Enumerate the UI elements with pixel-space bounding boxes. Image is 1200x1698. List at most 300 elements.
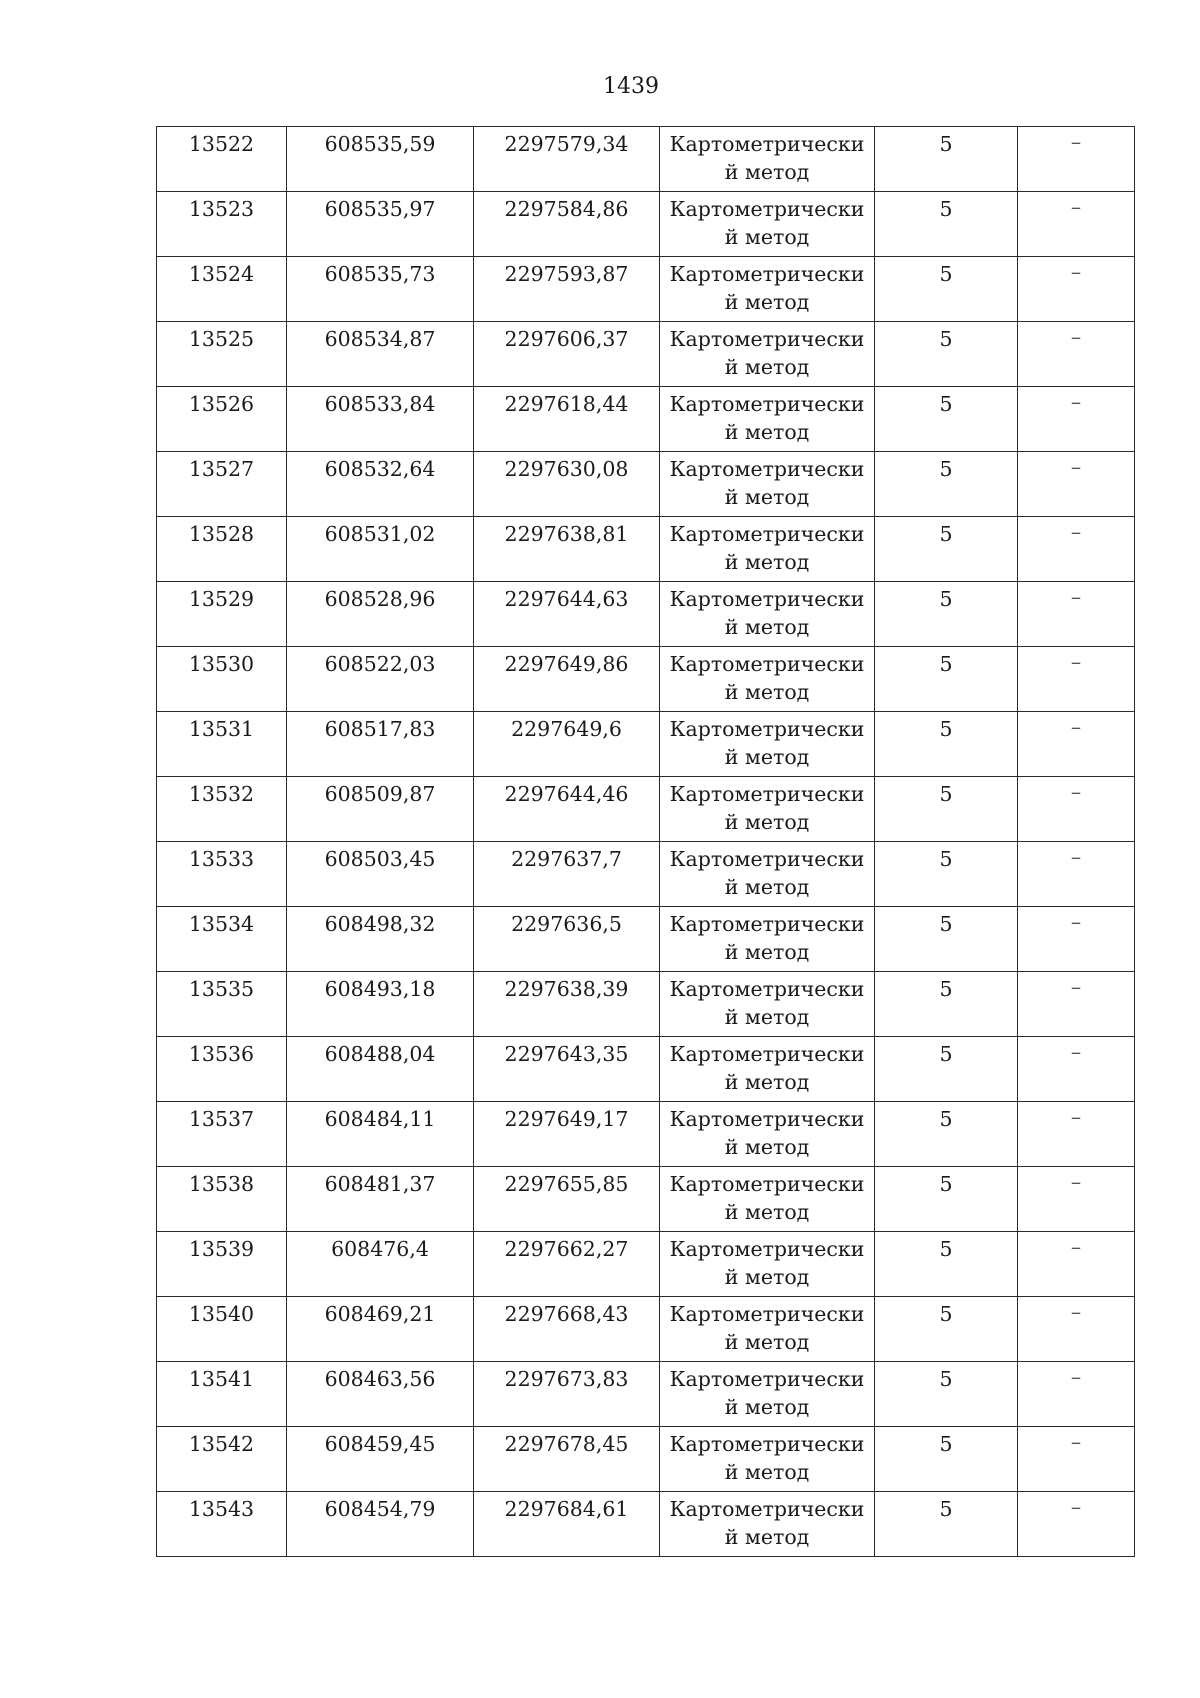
accuracy: 5 [939, 782, 953, 806]
note-cell [1018, 1362, 1135, 1427]
method-line: Картометрически [669, 1497, 865, 1521]
accuracy-cell [875, 1492, 1018, 1557]
note-cell [1018, 712, 1135, 777]
coordinate-x-cell [287, 1427, 474, 1492]
method-line: Картометрически [669, 782, 865, 806]
method-text [660, 1037, 874, 1096]
method-line: Картометрически [669, 977, 865, 1001]
coordinate-x: 608469,21 [324, 1302, 436, 1326]
note: – [1070, 1170, 1082, 1194]
coordinate-y: 2297684,61 [504, 1497, 629, 1521]
method-cell [660, 1102, 875, 1167]
method-text [660, 517, 874, 576]
method-line: Картометрически [669, 1237, 865, 1261]
method-line: Картометрически [669, 392, 865, 416]
method-text [660, 1362, 874, 1421]
coordinate-x-cell [287, 1362, 474, 1427]
coordinate-y-cell [474, 387, 660, 452]
coordinate-y-cell [474, 517, 660, 582]
coordinate-x: 608533,84 [324, 392, 436, 416]
method-cell [660, 257, 875, 322]
coordinate-y-cell [474, 192, 660, 257]
coordinate-x-cell [287, 1167, 474, 1232]
coordinate-x-cell [287, 322, 474, 387]
coordinate-x-cell [287, 842, 474, 907]
method-line: й метод [724, 940, 810, 964]
note-cell [1018, 1297, 1135, 1362]
coordinate-x: 608531,02 [324, 522, 436, 546]
method-text [660, 1297, 874, 1356]
point-number-cell [157, 712, 287, 777]
coordinate-x: 608484,11 [324, 1107, 436, 1131]
method-cell [660, 517, 875, 582]
method-line: Картометрически [669, 197, 865, 221]
coordinates-table [156, 126, 1135, 1557]
method-line: й метод [724, 1005, 810, 1029]
note: – [1070, 1300, 1082, 1324]
point-number-cell [157, 777, 287, 842]
accuracy: 5 [939, 1042, 953, 1066]
method-line: й метод [724, 1200, 810, 1224]
method-line: й метод [724, 225, 810, 249]
note-cell [1018, 192, 1135, 257]
note-cell [1018, 907, 1135, 972]
point-number-cell [157, 972, 287, 1037]
method-line: Картометрически [669, 262, 865, 286]
note: – [1070, 390, 1082, 414]
note: – [1070, 520, 1082, 544]
accuracy: 5 [939, 652, 953, 676]
point-number: 13522 [188, 132, 255, 156]
method-text [660, 322, 874, 381]
point-number: 13527 [188, 457, 255, 481]
point-number-cell [157, 842, 287, 907]
accuracy: 5 [939, 1172, 953, 1196]
page-number: 1439 [603, 74, 659, 99]
coordinate-x: 608517,83 [324, 717, 436, 741]
method-line: Картометрически [669, 587, 865, 611]
method-cell [660, 777, 875, 842]
method-line: й метод [724, 290, 810, 314]
note-cell [1018, 972, 1135, 1037]
coordinate-y-cell [474, 582, 660, 647]
point-number-cell [157, 517, 287, 582]
note-cell [1018, 1232, 1135, 1297]
accuracy-cell [875, 1232, 1018, 1297]
note: – [1070, 325, 1082, 349]
table-row [157, 842, 1135, 907]
method-line: й метод [724, 1460, 810, 1484]
accuracy-cell [875, 777, 1018, 842]
accuracy: 5 [939, 132, 953, 156]
method-line: й метод [724, 745, 810, 769]
coordinate-y-cell [474, 972, 660, 1037]
accuracy-cell [875, 1102, 1018, 1167]
coordinate-y-cell [474, 1232, 660, 1297]
coordinate-y: 2297649,17 [504, 1107, 629, 1131]
coordinate-x-cell [287, 1492, 474, 1557]
coordinate-y-cell [474, 842, 660, 907]
method-text [660, 1102, 874, 1161]
accuracy: 5 [939, 522, 953, 546]
accuracy-cell [875, 322, 1018, 387]
table-row [157, 127, 1135, 192]
table-row [157, 1102, 1135, 1167]
note-cell [1018, 777, 1135, 842]
coordinate-y: 2297644,63 [504, 587, 629, 611]
accuracy-cell [875, 1037, 1018, 1102]
accuracy: 5 [939, 262, 953, 286]
coordinate-x-cell [287, 907, 474, 972]
accuracy-cell [875, 127, 1018, 192]
coordinate-y-cell [474, 1102, 660, 1167]
coordinate-x: 608503,45 [324, 847, 436, 871]
coordinate-y: 2297638,81 [504, 522, 629, 546]
method-text [660, 777, 874, 836]
note-cell [1018, 1427, 1135, 1492]
method-line: й метод [724, 680, 810, 704]
coordinate-x: 608481,37 [324, 1172, 436, 1196]
method-line: Картометрически [669, 1367, 865, 1391]
table-row [157, 322, 1135, 387]
method-line: Картометрически [669, 1107, 865, 1131]
note: – [1070, 845, 1082, 869]
method-line: Картометрически [669, 1432, 865, 1456]
table-row [157, 517, 1135, 582]
table-row [157, 582, 1135, 647]
point-number-cell [157, 322, 287, 387]
point-number: 13524 [188, 262, 255, 286]
method-cell [660, 1362, 875, 1427]
coordinate-y: 2297678,45 [504, 1432, 629, 1456]
coordinate-x: 608454,79 [324, 1497, 436, 1521]
point-number: 13541 [188, 1367, 255, 1391]
note-cell [1018, 452, 1135, 517]
point-number: 13537 [188, 1107, 255, 1131]
coordinate-x-cell [287, 452, 474, 517]
note: – [1070, 130, 1082, 154]
note: – [1070, 1235, 1082, 1259]
accuracy-cell [875, 1362, 1018, 1427]
note: – [1070, 780, 1082, 804]
note-cell [1018, 387, 1135, 452]
coordinate-x: 608535,73 [324, 262, 436, 286]
method-line: й метод [724, 1330, 810, 1354]
method-line: Картометрически [669, 522, 865, 546]
coordinate-y-cell [474, 1037, 660, 1102]
note: – [1070, 585, 1082, 609]
point-number: 13533 [188, 847, 255, 871]
accuracy-cell [875, 907, 1018, 972]
table-row [157, 387, 1135, 452]
accuracy-cell [875, 842, 1018, 907]
point-number-cell [157, 582, 287, 647]
method-line: й метод [724, 875, 810, 899]
method-cell [660, 842, 875, 907]
coordinate-y: 2297655,85 [504, 1172, 629, 1196]
coordinate-x: 608528,96 [324, 587, 436, 611]
method-cell [660, 387, 875, 452]
method-line: Картометрически [669, 912, 865, 936]
point-number: 13543 [188, 1497, 255, 1521]
table-row [157, 1167, 1135, 1232]
coordinate-x-cell [287, 257, 474, 322]
method-line: й метод [724, 1395, 810, 1419]
point-number: 13529 [188, 587, 255, 611]
coordinate-x: 608476,4 [331, 1237, 429, 1261]
coordinate-x-cell [287, 387, 474, 452]
accuracy-cell [875, 1297, 1018, 1362]
note: – [1070, 455, 1082, 479]
coordinate-y-cell [474, 257, 660, 322]
table-row [157, 1297, 1135, 1362]
note: – [1070, 1365, 1082, 1389]
point-number-cell [157, 1232, 287, 1297]
coordinate-y: 2297584,86 [504, 197, 629, 221]
accuracy: 5 [939, 327, 953, 351]
note-cell [1018, 257, 1135, 322]
accuracy: 5 [939, 1302, 953, 1326]
coordinate-y-cell [474, 647, 660, 712]
note: – [1070, 1040, 1082, 1064]
accuracy-cell [875, 1427, 1018, 1492]
coordinate-x: 608459,45 [324, 1432, 436, 1456]
method-line: й метод [724, 355, 810, 379]
coordinate-y: 2297637,7 [511, 847, 622, 871]
coordinate-x-cell [287, 582, 474, 647]
point-number-cell [157, 1492, 287, 1557]
coordinate-y: 2297638,39 [504, 977, 629, 1001]
method-line: Картометрически [669, 652, 865, 676]
table-row [157, 712, 1135, 777]
coordinate-y-cell [474, 322, 660, 387]
coordinate-x: 608522,03 [324, 652, 436, 676]
method-text [660, 1427, 874, 1486]
accuracy: 5 [939, 1107, 953, 1131]
method-cell [660, 1427, 875, 1492]
coordinate-x-cell [287, 192, 474, 257]
method-line: й метод [724, 485, 810, 509]
accuracy-cell [875, 192, 1018, 257]
coordinate-y-cell [474, 907, 660, 972]
method-text [660, 712, 874, 771]
table-row [157, 192, 1135, 257]
point-number: 13523 [188, 197, 255, 221]
coordinate-x: 608535,59 [324, 132, 436, 156]
coordinate-y-cell [474, 1362, 660, 1427]
accuracy-cell [875, 387, 1018, 452]
accuracy-cell [875, 712, 1018, 777]
table-row [157, 647, 1135, 712]
table-row [157, 257, 1135, 322]
accuracy-cell [875, 1167, 1018, 1232]
method-text [660, 972, 874, 1031]
point-number-cell [157, 1362, 287, 1427]
method-line: й метод [724, 1070, 810, 1094]
accuracy-cell [875, 972, 1018, 1037]
coordinate-x-cell [287, 517, 474, 582]
point-number: 13540 [188, 1302, 255, 1326]
point-number-cell [157, 1297, 287, 1362]
coordinate-y: 2297579,34 [504, 132, 629, 156]
point-number: 13534 [188, 912, 255, 936]
method-cell [660, 1297, 875, 1362]
note-cell [1018, 842, 1135, 907]
method-line: й метод [724, 160, 810, 184]
method-cell [660, 907, 875, 972]
method-text [660, 582, 874, 641]
coordinate-y: 2297662,27 [504, 1237, 629, 1261]
coordinate-x: 608493,18 [324, 977, 436, 1001]
accuracy: 5 [939, 1497, 953, 1521]
method-text [660, 387, 874, 446]
method-cell [660, 322, 875, 387]
coordinate-y: 2297649,86 [504, 652, 629, 676]
coordinate-y-cell [474, 1427, 660, 1492]
method-line: Картометрически [669, 1042, 865, 1066]
note: – [1070, 650, 1082, 674]
accuracy: 5 [939, 457, 953, 481]
point-number: 13532 [188, 782, 255, 806]
coordinate-y: 2297673,83 [504, 1367, 629, 1391]
table-row [157, 1362, 1135, 1427]
coordinate-x-cell [287, 647, 474, 712]
accuracy-cell [875, 517, 1018, 582]
point-number: 13535 [188, 977, 255, 1001]
coordinate-x: 608463,56 [324, 1367, 436, 1391]
method-line: й метод [724, 420, 810, 444]
method-line: й метод [724, 1525, 810, 1549]
coordinate-y: 2297649,6 [511, 717, 622, 741]
note: – [1070, 1430, 1082, 1454]
point-number-cell [157, 1037, 287, 1102]
point-number-cell [157, 1427, 287, 1492]
point-number-cell [157, 192, 287, 257]
method-line: й метод [724, 615, 810, 639]
method-text [660, 452, 874, 511]
coordinate-y-cell [474, 127, 660, 192]
accuracy-cell [875, 582, 1018, 647]
accuracy-cell [875, 647, 1018, 712]
method-cell [660, 1037, 875, 1102]
point-number: 13538 [188, 1172, 255, 1196]
point-number-cell [157, 907, 287, 972]
method-text [660, 907, 874, 966]
coordinate-x-cell [287, 127, 474, 192]
point-number: 13542 [188, 1432, 255, 1456]
method-text [660, 1167, 874, 1226]
note: – [1070, 715, 1082, 739]
table-row [157, 1492, 1135, 1557]
coordinates-table-body [157, 127, 1135, 1557]
point-number: 13526 [188, 392, 255, 416]
coordinate-x-cell [287, 777, 474, 842]
accuracy: 5 [939, 847, 953, 871]
method-line: й метод [724, 1135, 810, 1159]
point-number-cell [157, 127, 287, 192]
note-cell [1018, 517, 1135, 582]
coordinate-x: 608488,04 [324, 1042, 436, 1066]
coordinate-y-cell [474, 712, 660, 777]
coordinate-x: 608535,97 [324, 197, 436, 221]
coordinate-y-cell [474, 1167, 660, 1232]
point-number: 13539 [188, 1237, 255, 1261]
method-text [660, 842, 874, 901]
coordinate-y: 2297593,87 [504, 262, 629, 286]
coordinate-y: 2297630,08 [504, 457, 629, 481]
method-line: Картометрически [669, 457, 865, 481]
coordinate-x-cell [287, 1102, 474, 1167]
coordinate-x-cell [287, 972, 474, 1037]
accuracy: 5 [939, 1432, 953, 1456]
method-line: Картометрически [669, 717, 865, 741]
point-number-cell [157, 387, 287, 452]
note: – [1070, 1495, 1082, 1519]
coordinate-y: 2297618,44 [504, 392, 629, 416]
coordinate-x-cell [287, 1232, 474, 1297]
note: – [1070, 195, 1082, 219]
method-cell [660, 1232, 875, 1297]
note-cell [1018, 322, 1135, 387]
coordinate-y: 2297636,5 [511, 912, 622, 936]
coordinate-y: 2297644,46 [504, 782, 629, 806]
table-row [157, 1232, 1135, 1297]
coordinate-x-cell [287, 1037, 474, 1102]
point-number: 13528 [188, 522, 255, 546]
coordinate-y: 2297668,43 [504, 1302, 629, 1326]
method-text [660, 647, 874, 706]
coordinate-x-cell [287, 712, 474, 777]
accuracy-cell [875, 257, 1018, 322]
note: – [1070, 910, 1082, 934]
coordinate-y-cell [474, 1492, 660, 1557]
note-cell [1018, 1102, 1135, 1167]
method-cell [660, 452, 875, 517]
note-cell [1018, 647, 1135, 712]
method-cell [660, 647, 875, 712]
note: – [1070, 1105, 1082, 1129]
coordinate-x: 608534,87 [324, 327, 436, 351]
method-line: Картометрически [669, 327, 865, 351]
method-cell [660, 1167, 875, 1232]
note-cell [1018, 1167, 1135, 1232]
note-cell [1018, 582, 1135, 647]
accuracy: 5 [939, 197, 953, 221]
method-line: й метод [724, 1265, 810, 1289]
accuracy-cell [875, 452, 1018, 517]
note: – [1070, 975, 1082, 999]
method-line: й метод [724, 550, 810, 574]
method-text [660, 1492, 874, 1551]
method-text [660, 257, 874, 316]
method-line: Картометрически [669, 1302, 865, 1326]
coordinate-x: 608509,87 [324, 782, 436, 806]
point-number-cell [157, 257, 287, 322]
point-number-cell [157, 1167, 287, 1232]
table-row [157, 1037, 1135, 1102]
method-line: Картометрически [669, 1172, 865, 1196]
coordinate-y-cell [474, 452, 660, 517]
accuracy: 5 [939, 977, 953, 1001]
method-text [660, 1232, 874, 1291]
coordinate-y: 2297606,37 [504, 327, 629, 351]
point-number: 13530 [188, 652, 255, 676]
point-number-cell [157, 647, 287, 712]
coordinate-x: 608498,32 [324, 912, 436, 936]
method-cell [660, 127, 875, 192]
table-row [157, 777, 1135, 842]
table-row [157, 972, 1135, 1037]
